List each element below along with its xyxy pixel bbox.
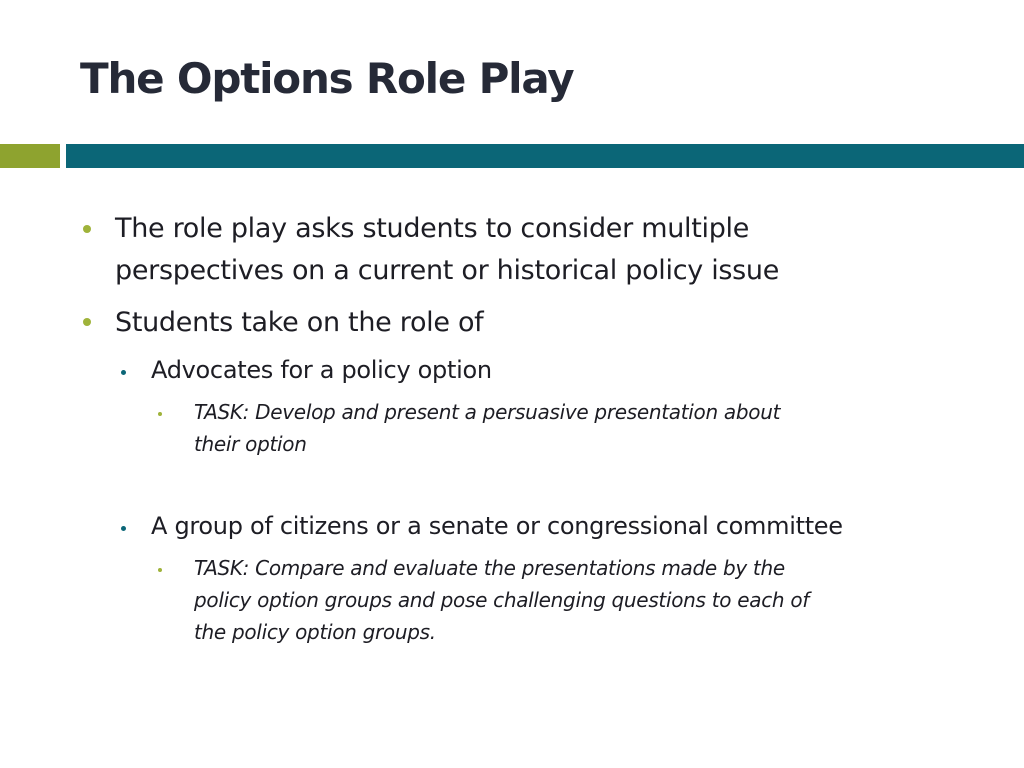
bullet-2-text: Students take on the role of (115, 307, 484, 338)
sub-bullet-2-text: A group of citizens or a senate or congressional committee (151, 512, 843, 540)
task-1-line-2: their option (194, 432, 307, 456)
task-2-line-1: TASK: Compare and evaluate the presentations made by the (194, 556, 785, 580)
bullet-1-line-1: The role play asks students to consider multiple (115, 213, 750, 244)
bullet-1-line-2: perspectives on a current or historical policy issue (115, 255, 780, 286)
slide-title: The Options Role Play (80, 54, 574, 103)
bullet-dot-icon (83, 225, 91, 233)
sub-bullet-1-text: Advocates for a policy option (151, 356, 492, 384)
bullet-dot-icon (83, 318, 91, 326)
sub-bullet-dot-icon (121, 526, 126, 531)
task-bullet-dot-icon (158, 412, 162, 416)
sub-bullet-dot-icon (121, 370, 126, 375)
task-1-line-1: TASK: Develop and present a persuasive presentation about (194, 400, 781, 424)
task-bullet-dot-icon (158, 568, 162, 572)
task-2-line-2: policy option groups and pose challenging questions to each of (194, 588, 810, 612)
task-2-line-3: the policy option groups. (194, 620, 436, 644)
